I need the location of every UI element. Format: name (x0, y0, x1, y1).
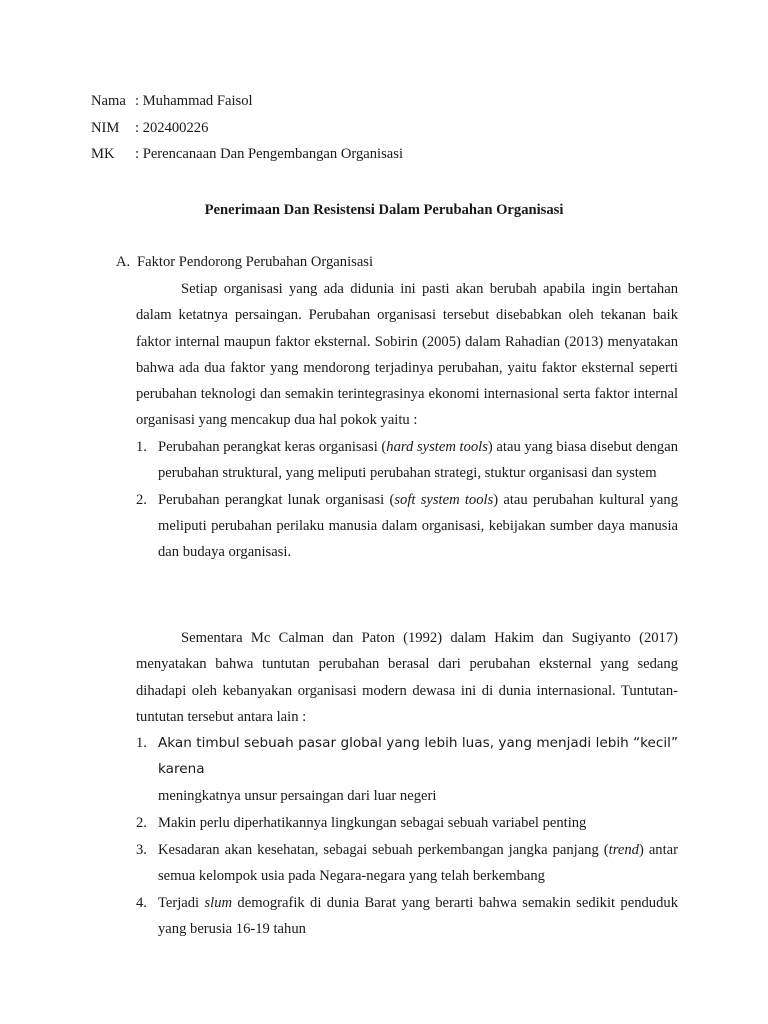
section-a-heading (116, 252, 678, 272)
nim-row (91, 118, 403, 145)
section-heading-text: Faktor Pendorong Perubahan Organisasi (137, 254, 374, 270)
list-number: 2. (136, 814, 147, 831)
list-number: 1. (136, 439, 147, 455)
list-text-pre: Perubahan perangkat keras organisasi ( (158, 439, 387, 455)
list-number: 2. (136, 491, 147, 508)
list-item (136, 434, 678, 487)
list-text-post: ) atau perubahan kultural yang meliputi perubahan perilaku manusia dalam organisasi, kebijakan sumber daya manusia dan budaya organisasi. (158, 491, 679, 561)
internal-factors-list (136, 434, 678, 566)
list-text-emphasis: slum (204, 895, 233, 912)
list-text-emphasis: hard system tools (386, 439, 488, 455)
list-text-emphasis: soft system tools (394, 491, 494, 508)
list-item (136, 487, 678, 566)
list-number: 1. (136, 735, 147, 751)
course-label: MK (91, 146, 115, 162)
nim-value: : 202400226 (135, 119, 209, 136)
list-number: 4. (136, 895, 147, 912)
list-text-post: ) atau yang biasa disebut dengan perubahan struktural, yang meliputi perubahan strategi, stuktur organisasi dan system (158, 439, 678, 482)
nim-label: NIM (91, 119, 120, 136)
document-title: Penerimaan Dan Resistensi Dalam Perubahan Organisasi (204, 202, 564, 218)
paragraph-1: Setiap organisasi yang ada didunia ini pasti akan berubah apabila ingin bertahan dalam ketatnya persaingan. Perubahan organisasi tersebut disebabkan oleh tekanan baik faktor internal maupun faktor eksternal. Sobirin (2005) dalam Rahadian (2013) menyatakan bahwa ada dua faktor yang mendorong terjadinya perubahan, yaitu faktor eksternal seperti perubahan teknologi dan semakin terintegrasinya ekonomi internasional serta faktor internal organisasi yang mencakup dua hal pokok yaitu : (136, 281, 678, 429)
list-number: 3. (136, 841, 147, 858)
list-text-pre: Terjadi (158, 895, 205, 912)
name-label: Nama (91, 93, 126, 109)
course-row (91, 144, 403, 171)
name-row (91, 91, 403, 118)
list-text-emphasis: trend (608, 841, 639, 858)
name-value: : Muhammad Faisol (135, 93, 253, 109)
paragraph-2: Sementara Mc Calman dan Paton (1992) dalam Hakim dan Sugiyanto (2017) menyatakan bahwa tuntutan perubahan berasal dari perubahan eksternal yang sedang dihadapi oleh kebanyakan organisasi modern dewasa ini di dunia internasional. Tuntutan-tuntutan tersebut antara lain : (136, 630, 678, 725)
list-text-pre: Perubahan perangkat lunak organisasi ( (158, 491, 395, 508)
list-item (136, 730, 678, 809)
list-text-post: demografik di dunia Barat yang berarti bahwa semakin sedikit penduduk yang berusia 16-19 tahun (158, 895, 678, 938)
list-text: Makin perlu diperhatikannya lingkungan sebagai sebuah variabel penting (158, 814, 587, 831)
list-item (136, 810, 678, 836)
list-item (136, 837, 678, 890)
list-text-handwritten: Akan timbul sebuah pasar global yang lebih luas, yang menjadi lebih “kecil” karena (158, 735, 678, 778)
course-value: : Perencanaan Dan Pengembangan Organisasi (135, 146, 404, 162)
list-text-post: ) antar semua kelompok usia pada Negara-negara yang telah berkembang (158, 841, 678, 885)
student-info (91, 91, 403, 171)
list-text-pre: Kesadaran akan kesehatan, sebagai sebuah perkembangan jangka panjang ( (158, 841, 609, 858)
section-letter: A. (116, 254, 131, 270)
list-item (136, 890, 678, 943)
list-text-continued: meningkatnya unsur persaingan dari luar negeri (158, 787, 437, 804)
external-demands-list (136, 730, 678, 944)
